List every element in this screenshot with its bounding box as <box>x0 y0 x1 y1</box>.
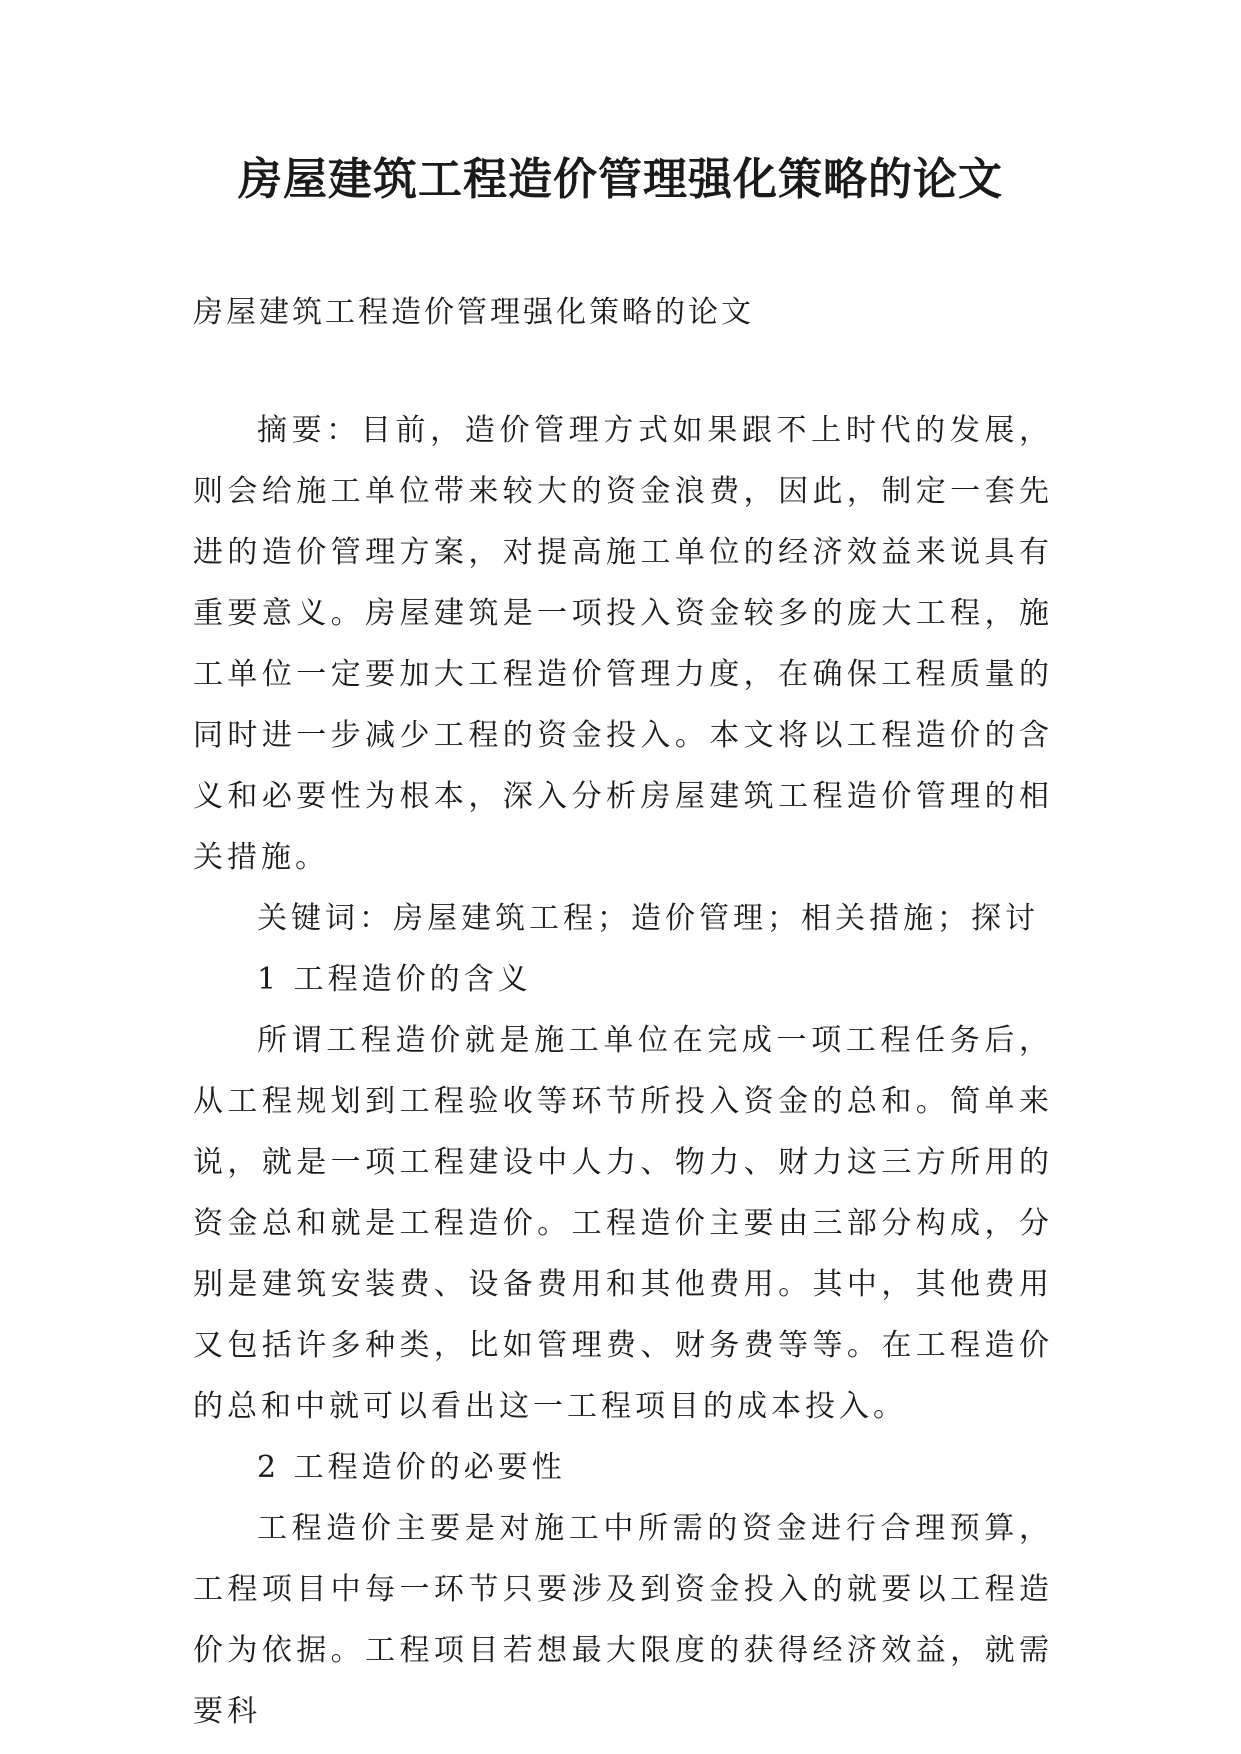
section-1-heading: 1 工程造价的含义 <box>257 962 532 997</box>
document-title: 房屋建筑工程造价管理强化策略的论文 <box>238 154 1003 205</box>
abstract-paragraph: 摘要：目前，造价管理方式如果跟不上时代的发展，则会给施工单位带来较大的资金浪费，因此，制定一套先进的造价管理方案，对提高施工单位的经济效益来说具有重要意义。房屋建筑是一项投入资金较多的庞大工程，施工单位一定要加大工程造价管理力度，在确保工程质量的同时进一步减少工程的资金投入。本文将以工程造价的含义和必要性为根本，深入分析房屋建筑工程造价管理的相关措施。 <box>193 413 1053 875</box>
section-2-paragraph: 工程造价主要是对施工中所需的资金进行合理预算，工程项目中每一环节只要涉及到资金投入的就要以工程造价为依据。工程项目若想最大限度的获得经济效益，就需要科 <box>193 1511 1053 1729</box>
section-2-heading: 2 工程造价的必要性 <box>257 1450 566 1485</box>
section-1-paragraph: 所谓工程造价就是施工单位在完成一项工程任务后，从工程规划到工程验收等环节所投入资金的总和。简单来说，就是一项工程建设中人力、物力、财力这三方所用的资金总和就是工程造价。工程造价主要由三部分构成，分别是建筑安装费、设备费用和其他费用。其中，其他费用又包括许多种类，比如管理费、财务费等等。在工程造价的总和中就可以看出这一工程项目的成本投入。 <box>193 1023 1053 1424</box>
document-body <box>193 400 1053 1742</box>
keywords-line: 关键词：房屋建筑工程；造价管理；相关措施；探讨 <box>257 901 1039 936</box>
document-subtitle: 房屋建筑工程造价管理强化策略的论文 <box>193 295 754 330</box>
